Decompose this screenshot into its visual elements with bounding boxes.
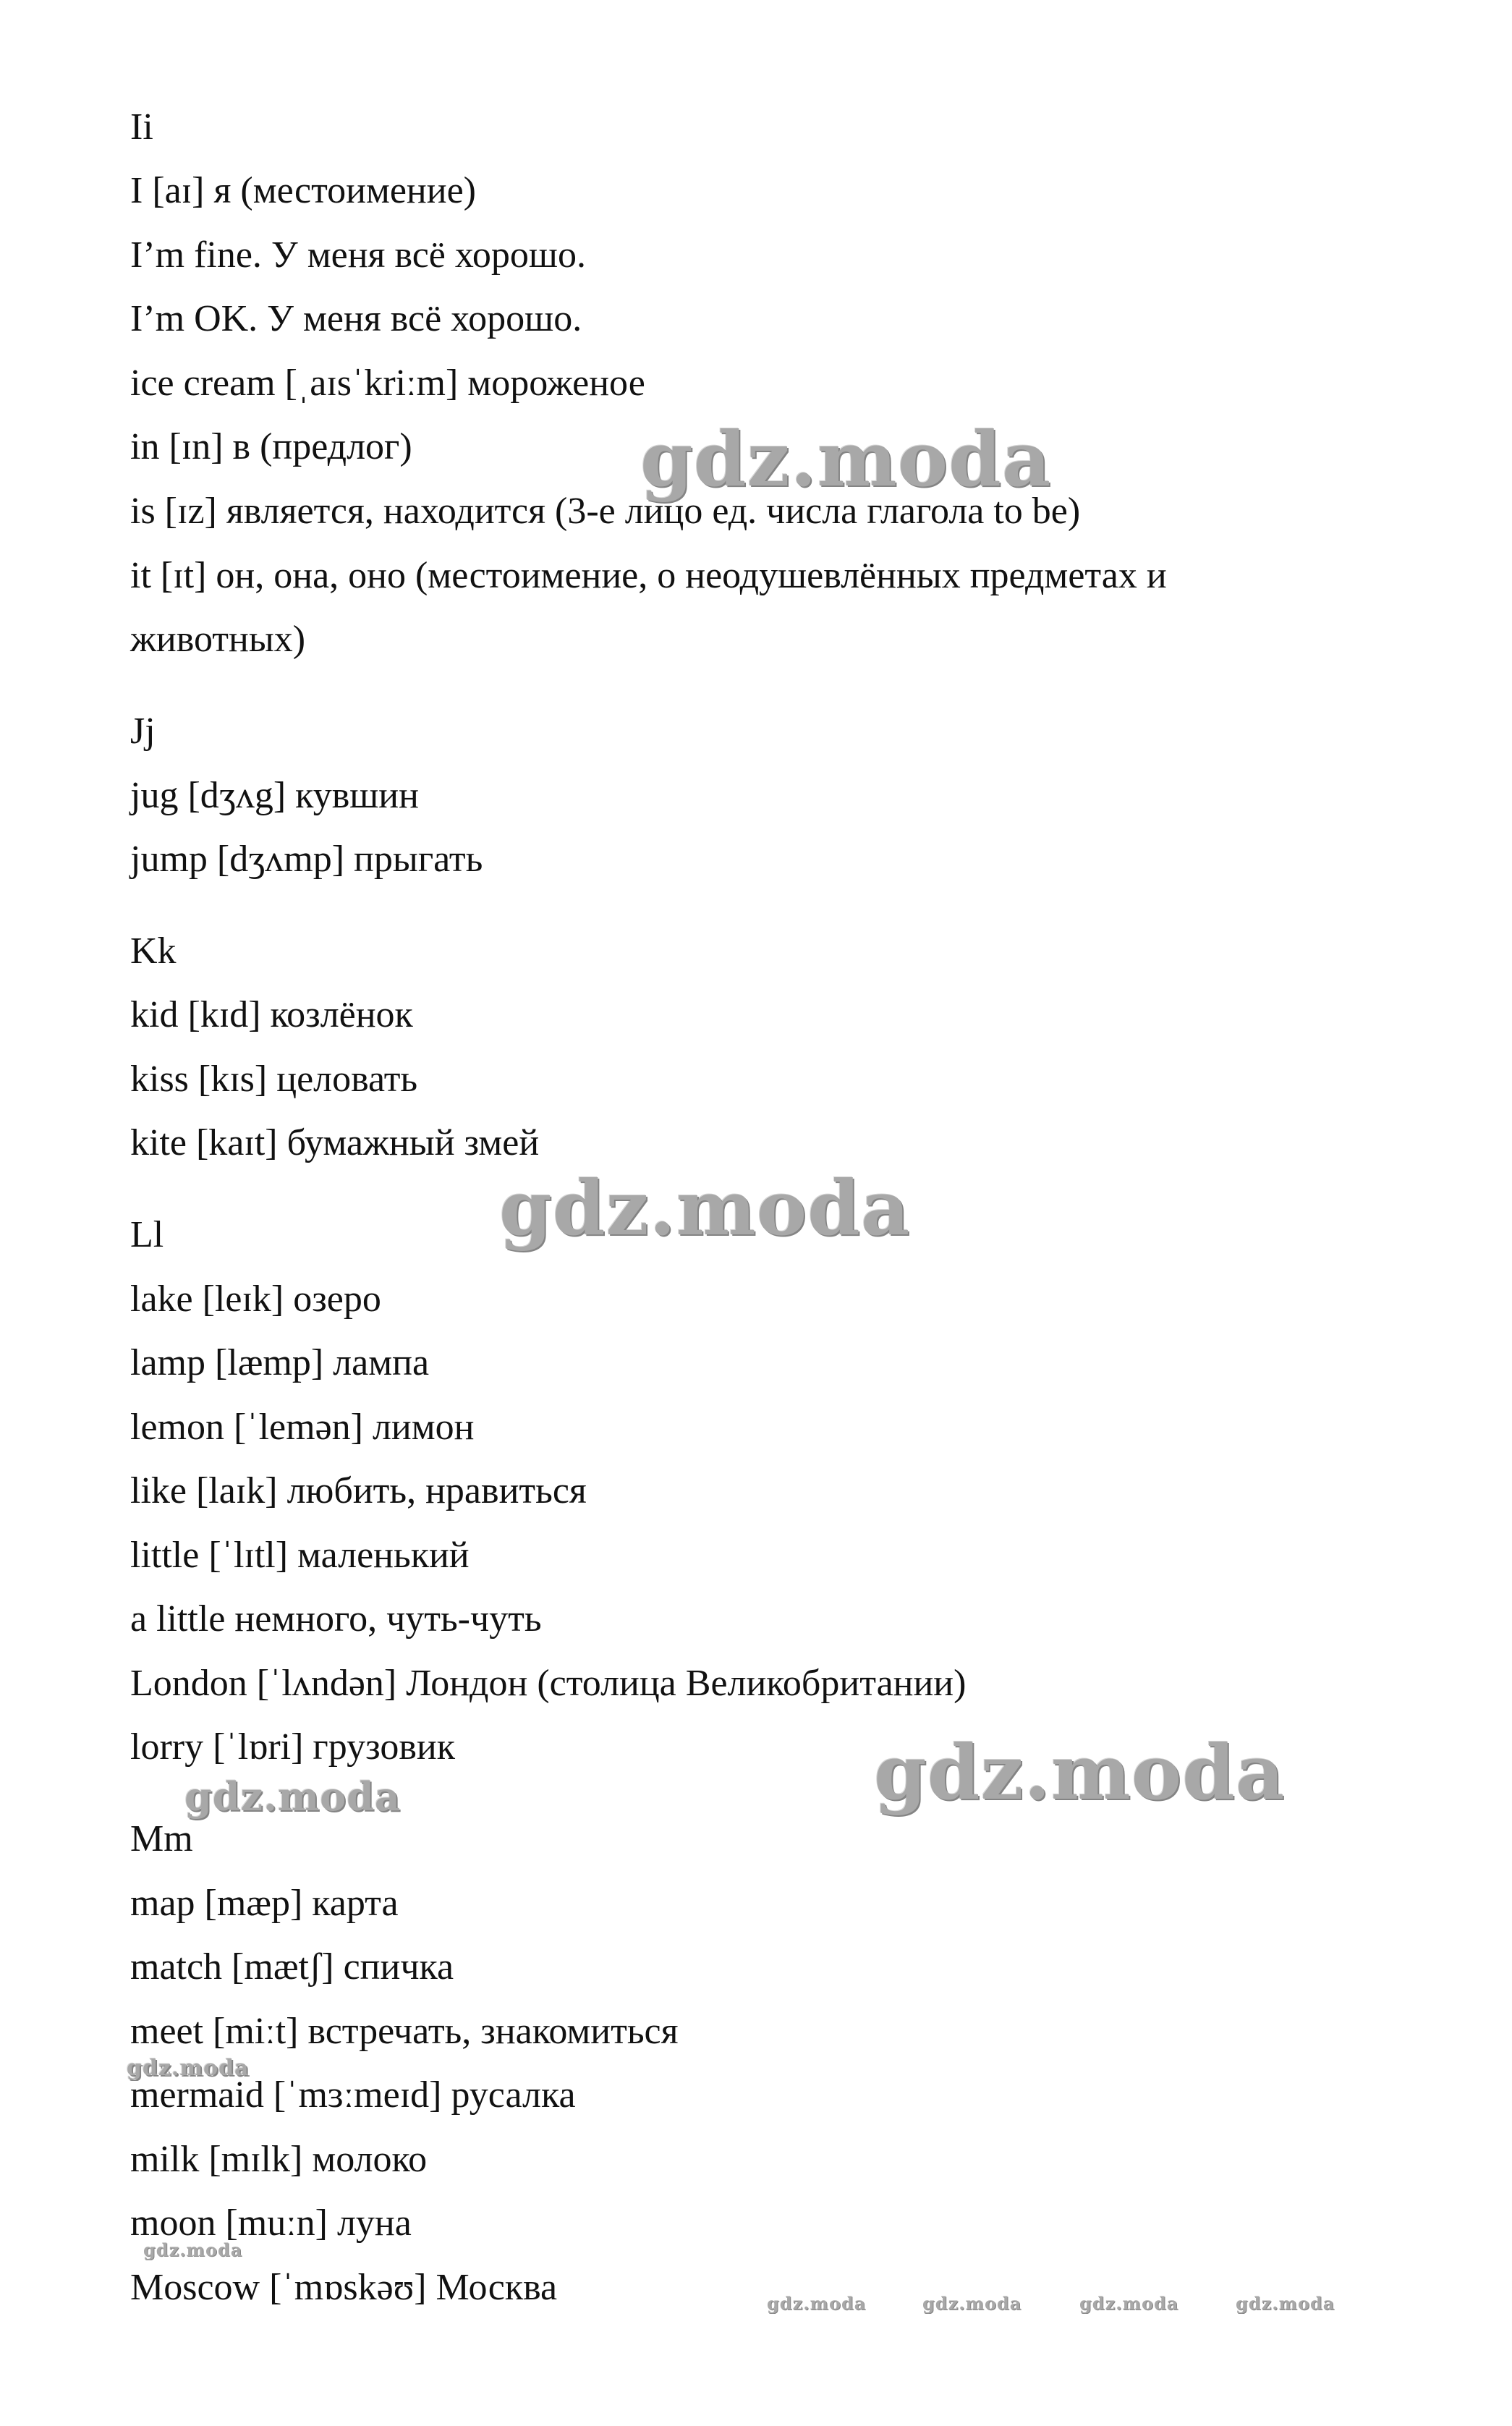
entry-map: map [mæp] карта [130, 1883, 399, 1924]
watermark: gdz.moda [874, 1728, 1286, 1817]
watermark: gdz.moda [127, 2056, 250, 2081]
entry-jump: jump [dʒʌmp] прыгать [130, 839, 483, 880]
watermark: gdz.moda [1236, 2293, 1335, 2314]
entry-meet: meet [miːt] встречать, знакомиться [130, 2011, 679, 2052]
watermark: gdz.moda [1079, 2293, 1179, 2314]
entry-a-little: a little немного, чуть-чуть [130, 1598, 542, 1640]
entry-lemon: lemon [ˈlemən] лимон [130, 1407, 475, 1448]
watermark: gdz.moda [499, 1163, 911, 1252]
watermark: gdz.moda [922, 2293, 1022, 2314]
entry-lorry: lorry [ˈlɒri] грузовик [130, 1726, 455, 1768]
section-heading-m: Mm [130, 1818, 193, 1859]
entry-kid: kid [kɪd] козлёнок [130, 994, 413, 1035]
entry-im-fine: I’m fine. У меня всё хорошо. [130, 234, 586, 276]
watermark: gdz.moda [143, 2239, 243, 2260]
entry-milk: milk [mɪlk] молоко [130, 2139, 428, 2180]
entry-like: like [laɪk] любить, нравиться [130, 1470, 587, 1511]
entry-i: I [aɪ] я (местоимение) [130, 170, 476, 211]
entry-is: is [ɪz] является, находится (3-е лицо ед. числа глагола to be) [130, 491, 1081, 532]
section-heading-i: Ii [130, 106, 153, 148]
entry-jug: jug [dʒʌg] кувшин [130, 775, 419, 816]
watermark: gdz.moda [767, 2293, 867, 2314]
entry-ice-cream: ice cream [ˌaɪsˈkriːm] мороженое [130, 362, 645, 404]
entry-mermaid: mermaid [ˈmɜːmeɪd] русалка [130, 2074, 576, 2116]
entry-london: London [ˈlʌndən] Лондон (столица Великобритании) [130, 1663, 967, 1704]
entry-in: in [ɪn] в (предлог) [130, 426, 412, 467]
watermark: gdz.moda [184, 1773, 401, 1820]
section-heading-l: Ll [130, 1214, 164, 1255]
entry-lake: lake [leɪk] озеро [130, 1278, 381, 1320]
entry-it: it [ɪt] он, она, оно (местоимение, о неодушевлённых предметах и [130, 555, 1167, 596]
entry-im-ok: I’m OK. У меня всё хорошо. [130, 298, 582, 339]
entry-lamp: lamp [læmp] лампа [130, 1342, 430, 1383]
section-heading-j: Jj [130, 711, 156, 752]
watermark: gdz.moda [640, 415, 1052, 504]
section-heading-k: Kk [130, 930, 177, 972]
entry-match: match [mætʃ] спичка [130, 1946, 454, 1988]
entry-little: little [ˈlɪtl] маленький [130, 1535, 470, 1576]
entry-kite: kite [kaɪt] бумажный змей [130, 1122, 540, 1163]
entry-kiss: kiss [kɪs] целовать [130, 1059, 418, 1100]
entry-moon: moon [muːn] луна [130, 2202, 412, 2244]
entry-it-continued: животных) [130, 619, 306, 660]
entry-moscow: Moscow [ˈmɒskəʊ] Москва [130, 2267, 558, 2308]
